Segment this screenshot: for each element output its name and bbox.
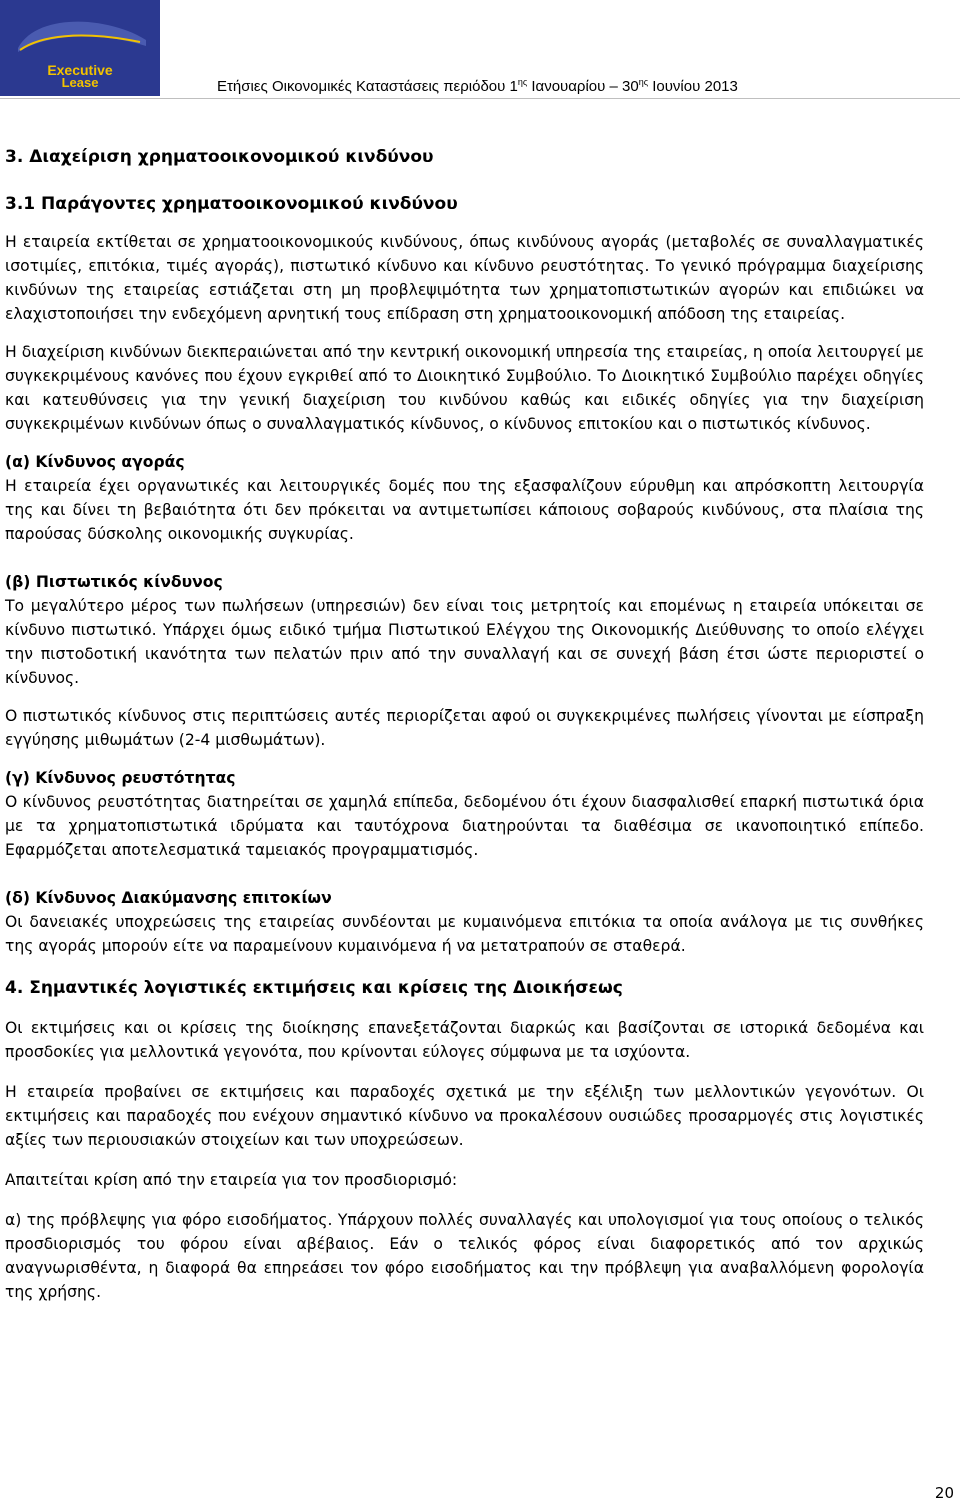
paragraph: Το μεγαλύτερο μέρος των πωλήσεων (υπηρεσιών) δεν είναι τοις μετρητοίς και επομένως η εταιρεία υπόκειται σε κίνδυνο πιστωτικό. Υπάρχει όμως ειδικό τμήμα Πιστωτικού Ελέγχου της Οικονομικής Διεύθυνσης το οποίο ελέγχει την πιστοδοτική ικανότητα των πελατών πριν από την συναλλαγή και σε συνεχή βάση έτσι ώστε περιοριστεί ο κίνδυνος. (5, 597, 924, 687)
page-number: 20 (934, 1484, 954, 1502)
subsection-b-title: (β) Πιστωτικός κίνδυνος (5, 573, 223, 591)
paragraph: α) της πρόβλεψης για φόρο εισοδήματος. Υπάρχουν πολλές συναλλαγές και υπολογισμοί για τους οποίους ο τελικός προσδιορισμός του φόρου είναι αβέβαιος. Εάν ο τελικός φόρος είναι διαφορετικός από τον αρχικώς αναγνωρισθέντα, η διαφορά θα επηρεάσει τον φόρο εισοδήματος και την πρόβλεψη για αναβαλλόμενη φορολογία της χρήσης. (5, 1211, 924, 1301)
subsection-c-title: (γ) Κίνδυνος ρευστότητας (5, 769, 236, 787)
paragraph: Η εταιρεία εκτίθεται σε χρηματοοικονομικούς κινδύνους, όπως κινδύνους αγοράς (μεταβολές σε συναλλαγματικές ισοτιμίες, επιτόκια, τιμές αγοράς), πιστωτικό κίνδυνο και κίνδυνο ρευστότητας. Το γενικό πρόγραμμα διαχείρισης κινδύνων της εταιρείας εστιάζεται στη μη προβλεψιμότητα των χρηματοπιστωτικών αγορών και επιδιώκει να ελαχιστοποιήσει την ενδεχόμενη αρνητική τους επίδραση στη χρηματοοικονομική απόδοση της εταιρείας. (5, 233, 924, 323)
section-4-title: 4. Σημαντικές λογιστικές εκτιμήσεις και κρίσεις της Διοικήσεως (5, 978, 623, 998)
company-logo (0, 0, 160, 96)
subsection-d-title: (δ) Κίνδυνος Διακύμανσης επιτοκίων (5, 889, 332, 907)
paragraph: Η εταιρεία προβαίνει σε εκτιμήσεις και παραδοχές σχετικά με την εξέλιξη των μελλοντικών γεγονότων. Οι εκτιμήσεις και παραδοχές που ενέχουν σημαντικό κίνδυνο να προκαλέσουν ουσιώδες προσαρμογές στις λογιστικές αξίες των περιουσιακών στοιχείων και των υποχρεώσεων. (5, 1083, 924, 1149)
paragraph: Οι δανειακές υποχρεώσεις της εταιρείας συνδέονται με κυμαινόμενα επιτόκια τα οποία ανάλογα με τις συνθήκες της αγοράς μπορούν είτε να παραμείνουν κυμαινόμενα ή να μετατραπούν σε σταθερά. (5, 913, 924, 955)
page-content (5, 145, 924, 1304)
document-header: Ετήσιες Οικονομικές Καταστάσεις περιόδου $1^{\eta\varsigma}$ Ιανουαρίου – $30^{\eta\varsigma}$ Ιουνίου 2013 (217, 77, 738, 95)
logo-text-line1: Executive (47, 62, 113, 78)
paragraph: Απαιτείται κρίση από την εταιρεία για τον προσδιορισμό: (5, 1171, 458, 1189)
subsection-a-title: (α) Κίνδυνος αγοράς (5, 453, 185, 471)
section-3-1-title: 3.1 Παράγοντες χρηματοοικονομικού κινδύνου (5, 194, 458, 214)
header-divider (0, 98, 960, 99)
paragraph: Οι εκτιμήσεις και οι κρίσεις της διοίκησης επανεξετάζονται διαρκώς και βασίζονται σε ιστορικά δεδομένα και προσδοκίες για μελλοντικά γεγονότα, που κρίνονται εύλογες σύμφωνα με τα ισχύοντα. (5, 1019, 924, 1061)
paragraph: Η εταιρεία έχει οργανωτικές και λειτουργικές δομές που της εξασφαλίζουν εύρυθμη και απρόσκοπτη λειτουργία της και δίνει τη βεβαιότητα ότι δεν πρόκειται να αντιμετωπίσει κάποιους σοβαρούς κινδύνους, στα πλαίσια της παρούσας δύσκολης οικονομικής συγκυρίας. (5, 477, 924, 543)
section-3-title: 3. Διαχείριση χρηματοοικονομικού κινδύνου (5, 147, 434, 167)
logo-text-line2: Lease (61, 75, 99, 90)
paragraph: Ο πιστωτικός κίνδυνος στις περιπτώσεις αυτές περιορίζεται αφού οι συγκεκριμένες πωλήσεις γίνονται με είσπραξη εγγύησης μιθωμάτων (2-4 μισθωμάτων). (5, 707, 924, 749)
paragraph: Η διαχείριση κινδύνων διεκπεραιώνεται από την κεντρική οικονομική υπηρεσία της εταιρείας, η οποία λειτουργεί με συγκεκριμένους κανόνες που έχουν εγκριθεί από το Διοικητικό Συμβούλιο. Το Διοικητικό Συμβούλιο παρέχει οδηγίες και κατευθύνσεις για την γενική διαχείριση του κινδύνου καθώς και ειδικές οδηγίες για την διαχείριση συγκεκριμένων κινδύνων όπως ο συναλλαγματικός κίνδυνος, ο κίνδυνος επιτοκίου και ο πιστωτικός κίνδυνος. (5, 343, 924, 433)
paragraph: Ο κίνδυνος ρευστότητας διατηρείται σε χαμηλά επίπεδα, δεδομένου ότι έχουν διασφαλισθεί επαρκή πιστωτικά όρια με τα χρηματοπιστωτικά ιδρύματα και ταυτόχρονα διατηρούνται τα διαθέσιμα σε ικανοποιητικό επίπεδο. Εφαρμόζεται αποτελεσματικά ταμειακός προγραμματισμός. (5, 793, 924, 859)
